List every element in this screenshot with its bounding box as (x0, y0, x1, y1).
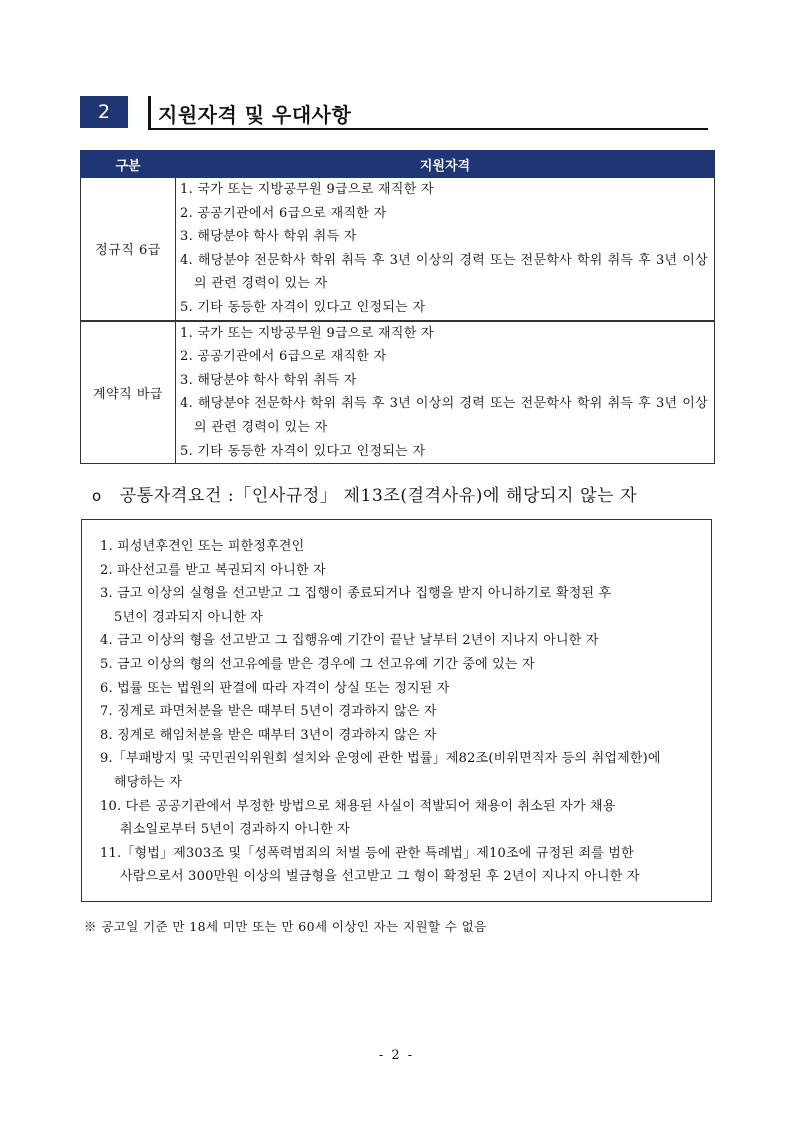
table-row (81, 321, 715, 464)
list-item: 5. 기타 동등한 자격이 있다고 인정되는 자 (180, 299, 426, 315)
common-requirements-heading (92, 481, 637, 506)
list-item: 8. 징계로 해임처분을 받은 때부터 3년이 경과하지 않은 자 (100, 727, 437, 743)
category-cell: 정규직 6급 (81, 178, 176, 321)
list-item: 1. 국가 또는 지방공무원 9급으로 재직한 자 (180, 182, 434, 197)
list-item: 5. 기타 동등한 자격이 있다고 인정되는 자 (180, 443, 426, 459)
section-underline (148, 128, 708, 130)
list-item: 4. 해당분야 전문학사 학위 취득 후 3년 이상의 경력 또는 전문학사 학위 취득 후 3년 이상의 관련 경력이 있는 자 (180, 396, 708, 435)
age-notice: ※ 공고일 기준 만 18세 미만 또는 만 60세 이상인 자는 지원할 수 없음 (84, 919, 487, 934)
table-header-row (81, 151, 715, 178)
list-item: 2. 공공기관에서 6급으로 재직한 자 (180, 349, 387, 365)
table-row (81, 178, 715, 321)
list-item-continuation: 해당하는 자 (114, 774, 183, 790)
list-item: 7. 징계로 파면처분을 받은 때부터 5년이 경과하지 않은 자 (100, 704, 437, 720)
section-title: 지원자격 및 우대사항 (158, 103, 352, 127)
qualification-table (80, 150, 715, 464)
page-number: - 2 - (378, 1048, 415, 1063)
list-item: 3. 금고 이상의 실형을 선고받고 그 집행이 종료되거나 집행을 받지 아니하기로 확정된 후 (100, 586, 612, 602)
section-number: 2 (80, 96, 128, 128)
list-item: 9.「부패방지 및 국민권익위원회 설치와 운영에 관한 법률」제82조(비위면직자 등의 취업제한)에 (100, 751, 661, 767)
column-header-qualification: 지원자격 (176, 151, 715, 178)
list-item: 1. 국가 또는 지방공무원 9급으로 재직한 자 (180, 325, 434, 341)
list-item-continuation: 5년이 경과되지 아니한 자 (114, 609, 264, 625)
bullet-icon: o (92, 487, 102, 505)
list-item-continuation: 사람으로서 300만원 이상의 벌금형을 선고받고 그 형이 확정된 후 2년이 지나지 아니한 자 (120, 869, 640, 885)
list-item: 11.「형법」제303조 및「성폭력범죄의 처벌 등에 관한 특례법」제10조에 규정된 죄를 범한 (100, 845, 634, 861)
list-item: 3. 해당분야 학사 학위 취득 자 (180, 229, 357, 245)
list-item-continuation: 취소일로부터 5년이 경과하지 아니한 자 (120, 822, 350, 838)
list-item: 10. 다른 공공기관에서 부정한 방법으로 채용된 사실이 적발되어 채용이 취소된 자가 채용 (100, 798, 616, 814)
list-item: 6. 법률 또는 법원의 판결에 따라 자격이 상실 또는 정지된 자 (100, 680, 450, 696)
disqualification-list (100, 535, 710, 889)
category-cell: 계약직 바급 (81, 321, 176, 464)
list-item: 5. 금고 이상의 형의 선고유예를 받은 경우에 그 선고유예 기간 중에 있는 자 (100, 656, 535, 672)
section-divider (148, 96, 151, 128)
qualification-cell (176, 321, 715, 464)
list-item: 3. 해당분야 학사 학위 취득 자 (180, 372, 357, 388)
qualification-cell (176, 178, 715, 321)
list-item: 1. 피성년후견인 또는 피한정후견인 (100, 539, 305, 554)
list-item: 2. 공공기관에서 6급으로 재직한 자 (180, 205, 387, 221)
list-item: 4. 해당분야 전문학사 학위 취득 후 3년 이상의 경력 또는 전문학사 학위 취득 후 3년 이상의 관련 경력이 있는 자 (180, 252, 708, 292)
list-item: 2. 파산선고를 받고 복권되지 아니한 자 (100, 562, 326, 578)
list-item: 4. 금고 이상의 형을 선고받고 그 집행유예 기간이 끝난 날부터 2년이 지나지 아니한 자 (100, 633, 599, 649)
common-requirements-title: 공통자격요건 :「인사규정」 제13조(결격사유)에 해당되지 않는 자 (119, 486, 638, 506)
column-header-category: 구분 (81, 151, 176, 178)
